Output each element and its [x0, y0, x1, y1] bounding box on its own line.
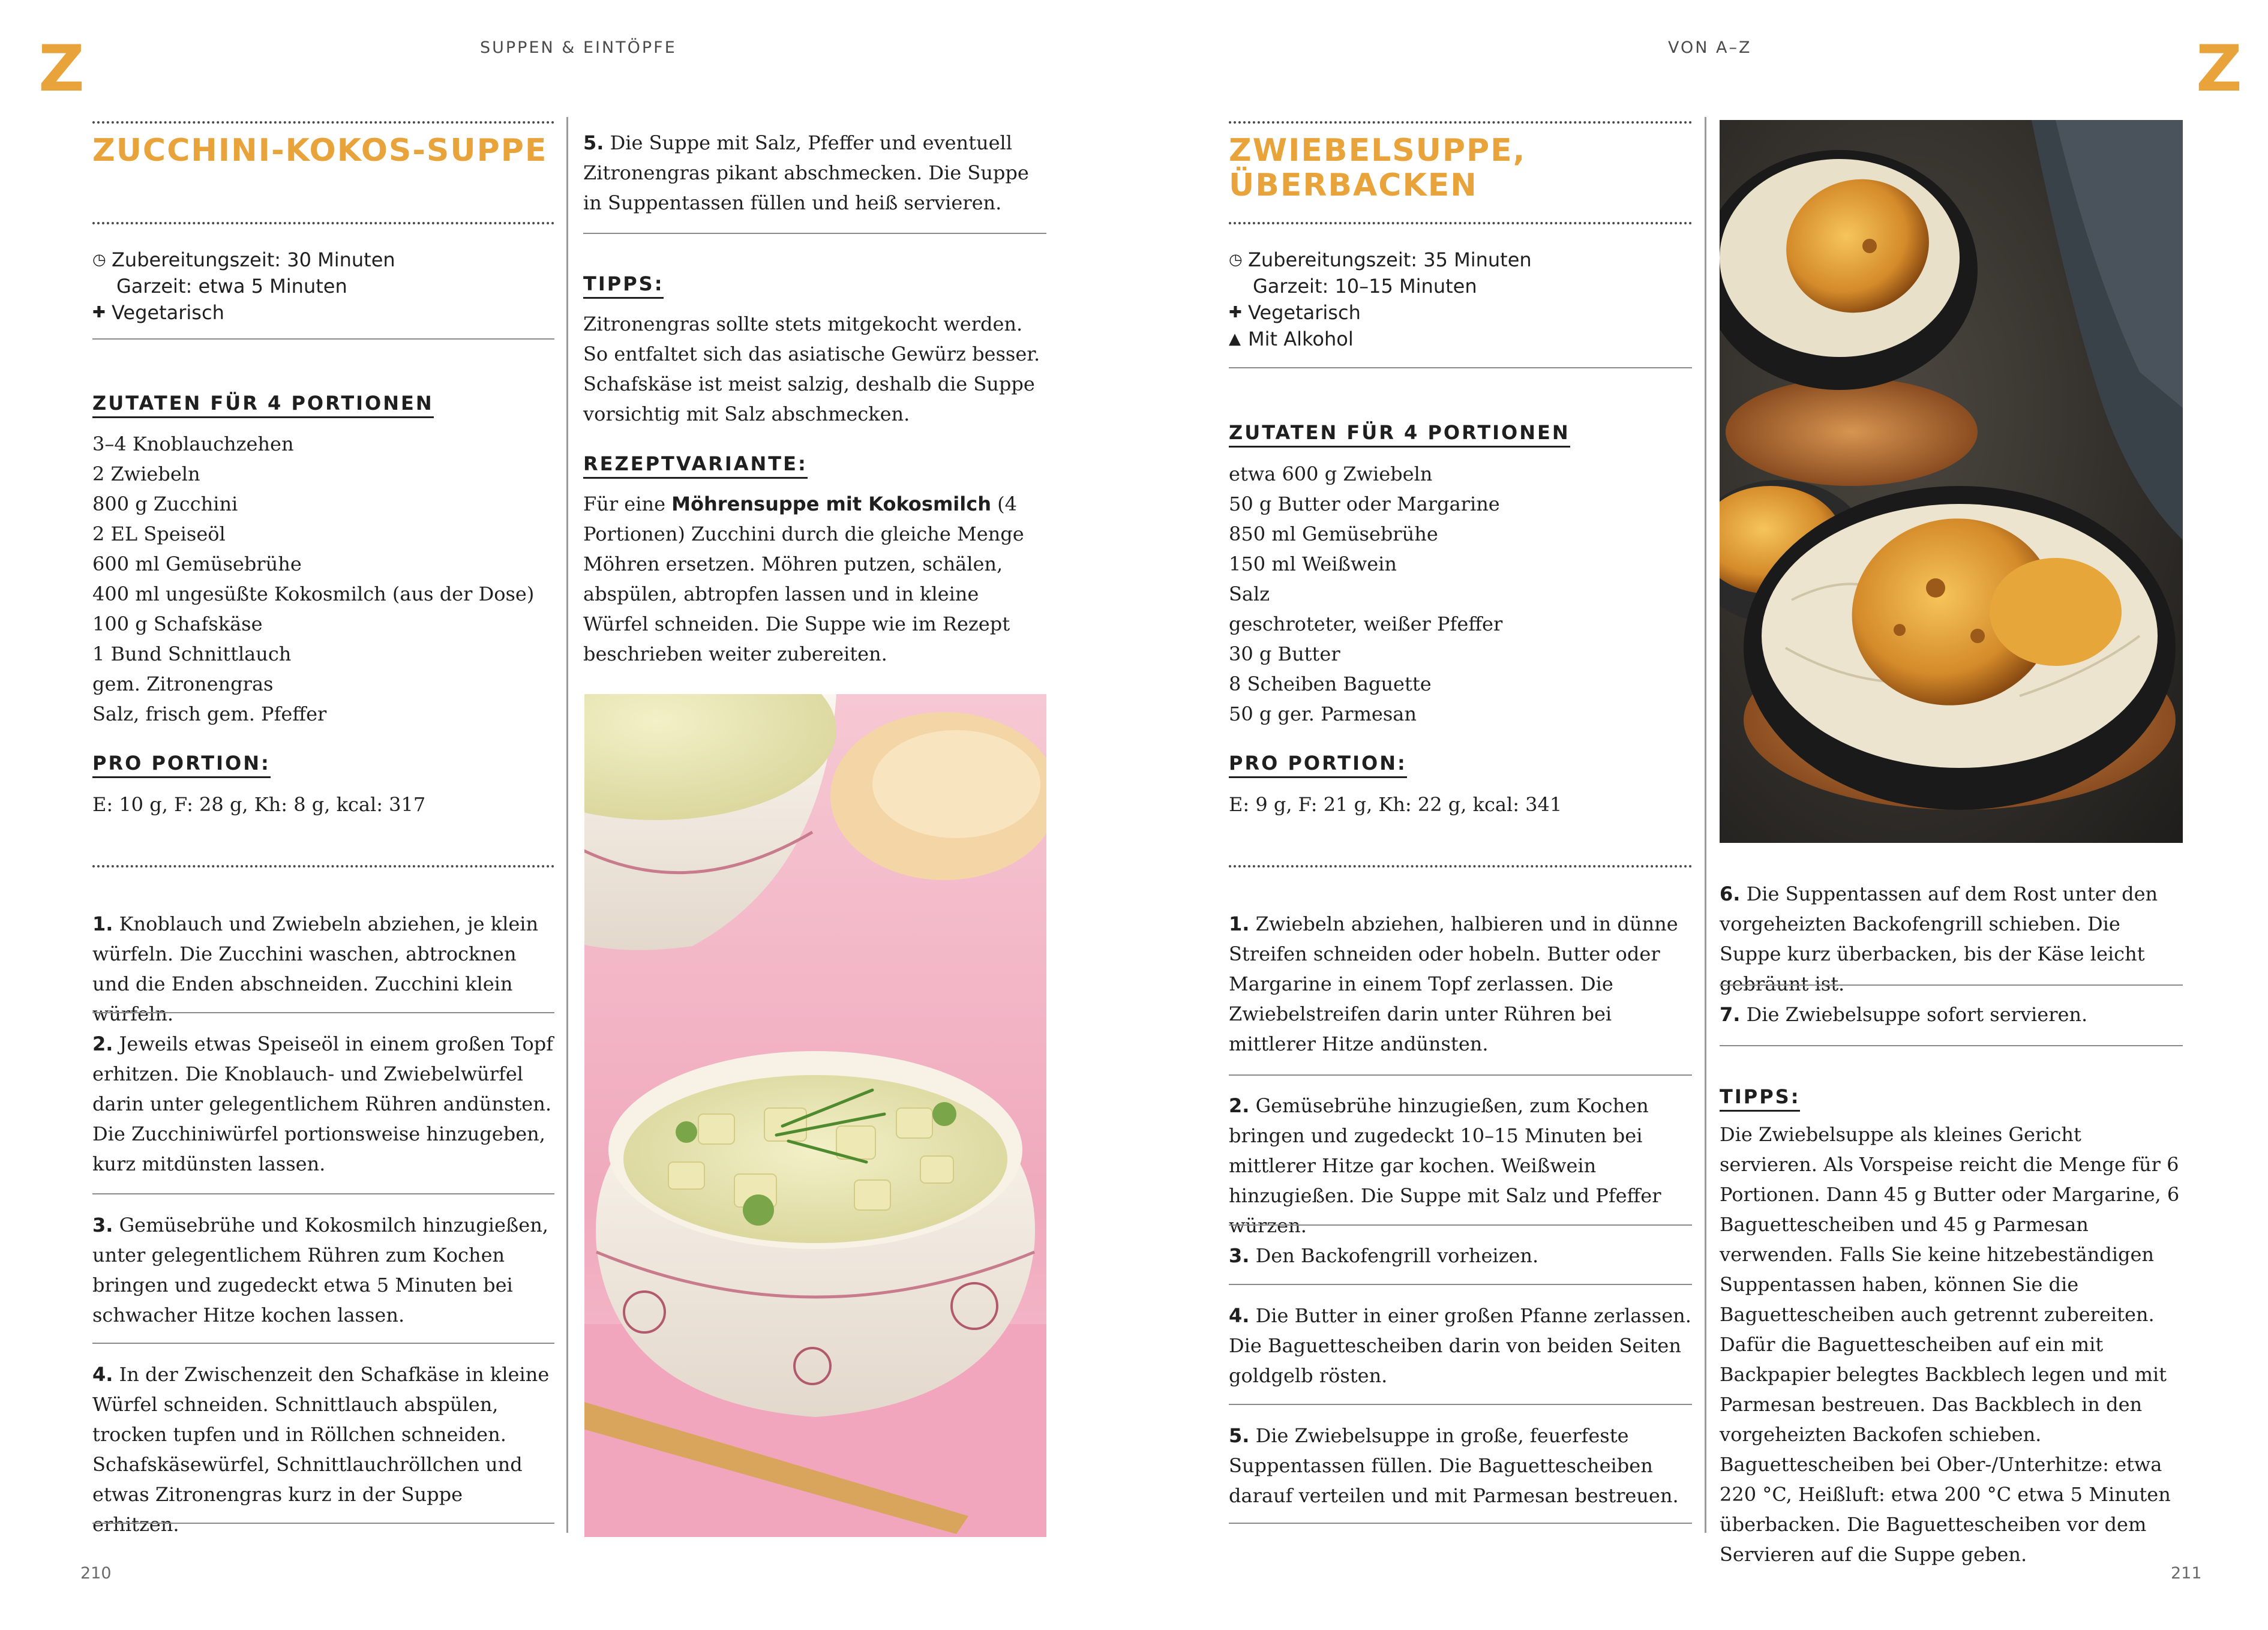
- ingredient-item: 400 ml ungesüßte Kokosmilch (aus der Dose): [92, 583, 535, 605]
- step-3: 3. Gemüsebrühe und Kokosmilch hinzugießen, unter gelegentlichem Rühren zum Kochen bringen und zugedeckt etwa 5 Minuten bei schwacher Hitze kochen lassen.: [92, 1214, 548, 1326]
- page-number-left: 210: [80, 1564, 112, 1583]
- recipe-title: ZWIEBELSUPPE, ÜBERBACKEN: [1229, 133, 1526, 203]
- divider: [1229, 1224, 1692, 1226]
- ingredient-item: 2 Zwiebeln: [92, 463, 200, 485]
- plus-icon: ✚: [92, 304, 106, 322]
- divider: [1229, 1404, 1692, 1405]
- step-1: 1. Zwiebeln abziehen, halbieren und in dünne Streifen schneiden oder hobeln. Butter oder Margarine in einem Topf zerlassen. Die Zwiebelstreifen darin unter Rühren bei mittlerer Hitze andünsten.: [1229, 912, 1678, 1055]
- page-number-right: 211: [2171, 1564, 2202, 1583]
- step-4: 4. Die Butter in einer großen Pfanne zerlassen. Die Baguettescheiben darin von beiden Seiten goldgelb rösten.: [1229, 1304, 1691, 1387]
- ingredient-item: 50 g Butter oder Margarine: [1229, 493, 1500, 515]
- top-dotted-rule: [92, 121, 554, 124]
- chapter-letter-left: Z: [38, 32, 85, 106]
- ingredient-item: 600 ml Gemüsebrühe: [92, 553, 302, 575]
- running-head-left: SUPPEN & EINTÖPFE: [480, 38, 677, 57]
- divider: [1720, 1045, 2183, 1046]
- divider: [1229, 1074, 1692, 1076]
- divider: [92, 338, 554, 340]
- ingredient-item: 850 ml Gemüsebrühe: [1229, 523, 1438, 545]
- diet-tag: ✚ Vegetarisch: [1229, 299, 1692, 326]
- step-1: 1. Knoblauch und Zwiebeln abziehen, je klein würfeln. Die Zucchini waschen, abtrocknen und die Enden abschneiden. Zucchini klein würfeln.: [92, 912, 539, 1025]
- top-dotted-rule: [1229, 121, 1692, 124]
- step-4: 4. In der Zwischenzeit den Schafkäse in kleine Würfel schneiden. Schnittlauch abspülen, trocken tupfen und in Röllchen schneiden. Schafskäsewürfel, Schnittlauchröllchen und etwas Zitronengras kurz in der Suppe erhitzen.: [92, 1363, 550, 1536]
- ingredient-item: etwa 600 g Zwiebeln: [1229, 463, 1433, 485]
- onion-soup-photo: [1720, 120, 2183, 843]
- divider: [1229, 367, 1692, 368]
- running-head-right: VON A–Z: [1668, 38, 1752, 57]
- divider: [583, 233, 1046, 234]
- column-divider: [1705, 117, 1706, 1533]
- step-6: 6. Die Suppentassen auf dem Rost unter den vorgeheizten Backofengrill schieben. Die Suppe kurz überbacken, bis der Käse leicht gebräunt ist.: [1720, 882, 2158, 995]
- divider: [1229, 1284, 1692, 1285]
- portion-nutrition: E: 10 g, F: 28 g, Kh: 8 g, kcal: 317: [92, 793, 426, 816]
- ingredient-item: Salz: [1229, 583, 1270, 605]
- diet-tag: ✚ Vegetarisch: [92, 299, 554, 326]
- portion-nutrition: E: 9 g, F: 21 g, Kh: 22 g, kcal: 341: [1229, 793, 1562, 816]
- ingredient-item: 100 g Schafskäse: [92, 613, 263, 635]
- ingredient-item: 50 g ger. Parmesan: [1229, 703, 1417, 725]
- ingredient-item: 8 Scheiben Baguette: [1229, 673, 1432, 695]
- cook-time: Garzeit: 10–15 Minuten: [1253, 275, 1477, 298]
- column-divider: [566, 117, 568, 1533]
- step-2: 2. Gemüsebrühe hinzugießen, zum Kochen bringen und zugedeckt 10–15 Minuten bei mittlerer Hitze gar kochen. Weißwein hinzugießen. Die Suppe mit Salz und Pfeffer würzen.: [1229, 1094, 1661, 1237]
- plus-icon: ✚: [1229, 304, 1242, 322]
- recipe-meta: [92, 247, 554, 326]
- divider: [92, 1193, 554, 1194]
- clock-icon: ◷: [92, 251, 106, 269]
- recipe-title: ZUCCHINI-KOKOS-SUPPE: [92, 133, 548, 169]
- zucchini-soup-photo: [584, 694, 1046, 1537]
- ingredient-item: Salz, frisch gem. Pfeffer: [92, 703, 327, 725]
- ingredient-item: gem. Zitronengras: [92, 673, 274, 695]
- divider: [92, 1523, 554, 1524]
- divider: [1229, 1523, 1692, 1524]
- step-7: 7. Die Zwiebelsuppe sofort servieren.: [1720, 1003, 2088, 1026]
- tips-heading: TIPPS:: [1720, 1085, 1800, 1112]
- ingredients-heading: ZUTATEN FÜR 4 PORTIONEN: [1229, 421, 1570, 448]
- ingredient-item: geschroteter, weißer Pfeffer: [1229, 613, 1503, 635]
- divider: [92, 1012, 554, 1013]
- prep-time: ◷ Zubereitungszeit: 35 Minuten: [1229, 247, 1692, 273]
- title-dotted-rule: [92, 222, 554, 224]
- divider: [92, 1343, 554, 1344]
- prep-time: ◷ Zubereitungszeit: 30 Minuten: [92, 247, 554, 273]
- tips-heading: TIPPS:: [583, 272, 664, 299]
- ingredients-heading: ZUTATEN FÜR 4 PORTIONEN: [92, 391, 434, 418]
- title-dotted-rule: [1229, 222, 1692, 224]
- step-2: 2. Jeweils etwas Speiseöl in einem großen Topf erhitzen. Die Knoblauch- und Zwiebelwürfel darin unter gelegentlichem Rühren andünsten. Die Zucchiniwürfel portionsweise hinzugeben, kurz mitdünsten lassen.: [92, 1032, 554, 1175]
- tips-text: Die Zwiebelsuppe als kleines Gericht servieren. Als Vorspeise reicht die Menge für 6 Portionen. Dann 45 g Butter oder Margarine, 6 Baguettescheiben und 45 g Parmesan verwenden. Falls Sie keine hitzebeständigen Suppentassen haben, können Sie die Baguettescheiben auch getrennt zubereiten. Dafür die Baguettescheiben auf ein mit Backpapier belegtes Backblech legen und mit Parmesan bestreuen. Das Backblech in den vorgeheizten Backofen schieben. Baguettescheiben bei Ober-/Unterhitze: etwa 220 °C, Heißluft: etwa 200 °C etwa 5 Minuten überbacken. Die Baguettescheiben vor dem Servieren auf die Suppe geben.: [1720, 1123, 2180, 1566]
- tips-text: Zitronengras sollte stets mitgekocht werden. So entfaltet sich das asiatische Gewürz besser. Schafskäse ist meist salzig, deshalb die Suppe vorsichtig mit Salz abschmecken.: [583, 313, 1040, 425]
- portion-heading: PRO PORTION:: [1229, 751, 1407, 778]
- triangle-icon: ▲: [1229, 330, 1241, 348]
- recipe-meta: [1229, 247, 1692, 352]
- variant-heading: REZEPTVARIANTE:: [583, 452, 808, 479]
- clock-icon: ◷: [1229, 251, 1243, 269]
- steps-dotted-rule: [1229, 865, 1692, 867]
- step-5: 5. Die Suppe mit Salz, Pfeffer und eventuell Zitronengras pikant abschmecken. Die Suppe in Suppentassen füllen und heiß servieren.: [583, 131, 1029, 214]
- cook-time: Garzeit: etwa 5 Minuten: [116, 275, 347, 298]
- ingredient-item: 800 g Zucchini: [92, 493, 238, 515]
- ingredient-item: 30 g Butter: [1229, 643, 1340, 665]
- alcohol-tag: ▲ Mit Alkohol: [1229, 326, 1692, 352]
- ingredient-item: 1 Bund Schnittlauch: [92, 643, 292, 665]
- steps-dotted-rule: [92, 865, 554, 867]
- portion-heading: PRO PORTION:: [92, 751, 271, 778]
- ingredient-list: [92, 429, 554, 729]
- chapter-letter-right: Z: [2196, 32, 2242, 106]
- ingredient-item: 3–4 Knoblauchzehen: [92, 433, 294, 455]
- step-5: 5. Die Zwiebelsuppe in große, feuerfeste Suppentassen füllen. Die Baguettescheiben darauf verteilen und mit Parmesan bestreuen.: [1229, 1424, 1679, 1507]
- variant-text: Für eine Möhrensuppe mit Kokosmilch (4 Portionen) Zucchini durch die gleiche Menge Möhren ersetzen. Möhren putzen, schälen, abspülen, abtropfen lassen und in kleine Würfel schneiden. Die Suppe wie im Rezept beschrieben weiter zubereiten.: [583, 493, 1024, 665]
- step-3: 3. Den Backofengrill vorheizen.: [1229, 1244, 1539, 1267]
- ingredient-list: [1229, 459, 1692, 729]
- divider: [1720, 984, 2183, 986]
- ingredient-item: 2 EL Speiseöl: [92, 523, 226, 545]
- ingredient-item: 150 ml Weißwein: [1229, 553, 1397, 575]
